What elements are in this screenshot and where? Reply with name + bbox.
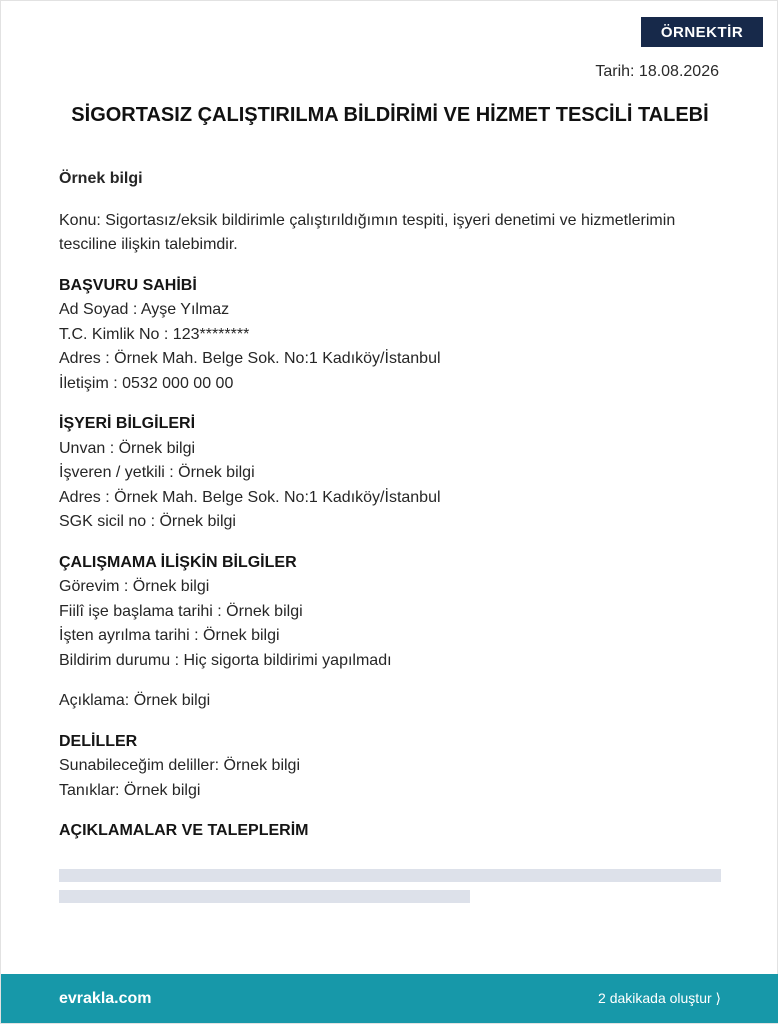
requests-heading: AÇIKLAMALAR VE TALEPLERİM — [59, 822, 309, 839]
work-position: Görevim : Örnek bilgi — [59, 578, 210, 595]
evidence-section — [59, 730, 721, 804]
work-notification-status: Bildirim durumu : Hiç sigorta bildirimi yapılmadı — [59, 651, 392, 669]
section-heading: İŞYERİ BİLGİLERİ — [59, 415, 196, 432]
applicant-address: Adres : Örnek Mah. Belge Sok. No:1 Kadıköy/İstanbul — [59, 350, 441, 367]
document-title: SİGORTASIZ ÇALIŞTIRILMA BİLDİRİMİ VE HİZMET TESCİLİ TALEBİ — [71, 104, 709, 126]
workplace-employer: İşveren / yetkili : Örnek bilgi — [59, 464, 255, 481]
workplace-sgk-number: SGK sicil no : Örnek bilgi — [59, 513, 236, 530]
document-date: Tarih: 18.08.2026 — [595, 63, 719, 80]
sample-badge: ÖRNEKTİR — [641, 17, 763, 47]
intro-text: Örnek bilgi — [59, 170, 143, 187]
work-start-date: Fiilî işe başlama tarihi : Örnek bilgi — [59, 602, 303, 620]
workplace-title: Unvan : Örnek bilgi — [59, 439, 196, 457]
evidence-items: Sunabileceğim deliller: Örnek bilgi — [59, 757, 301, 774]
placeholder-text-bar — [59, 869, 721, 882]
explanation-text: Açıklama: Örnek bilgi — [59, 692, 211, 709]
section-heading: DELİLLER — [59, 732, 138, 750]
workplace-address: Adres : Örnek Mah. Belge Sok. No:1 Kadıköy/İstanbul — [59, 488, 441, 506]
applicant-section — [59, 274, 721, 397]
applicant-contact: İletişim : 0532 000 00 00 — [59, 374, 234, 392]
create-document-link[interactable]: 2 dakikada oluştur ⟩ — [598, 990, 721, 1006]
workplace-section — [59, 412, 721, 535]
work-section — [59, 551, 721, 674]
subject-text: Konu: Sigortasız/eksik bildirimle çalıştırıldığımın tespiti, işyeri denetimi ve hizmetlerimin tesciline ilişkin talebimdir. — [59, 211, 676, 253]
document-body — [59, 167, 721, 844]
work-end-date: İşten ayrılma tarihi : Örnek bilgi — [59, 627, 280, 644]
section-heading: ÇALIŞMAMA İLİŞKİN BİLGİLER — [59, 553, 297, 571]
placeholder-text-bar — [59, 890, 470, 903]
applicant-name: Ad Soyad : Ayşe Yılmaz — [59, 301, 230, 318]
evidence-witnesses: Tanıklar: Örnek bilgi — [59, 781, 201, 799]
footer-bar — [1, 974, 778, 1023]
applicant-id: T.C. Kimlik No : 123******** — [59, 325, 250, 343]
brand-link[interactable]: evrakla.com — [59, 989, 152, 1007]
section-heading: BAŞVURU SAHİBİ — [59, 276, 197, 294]
